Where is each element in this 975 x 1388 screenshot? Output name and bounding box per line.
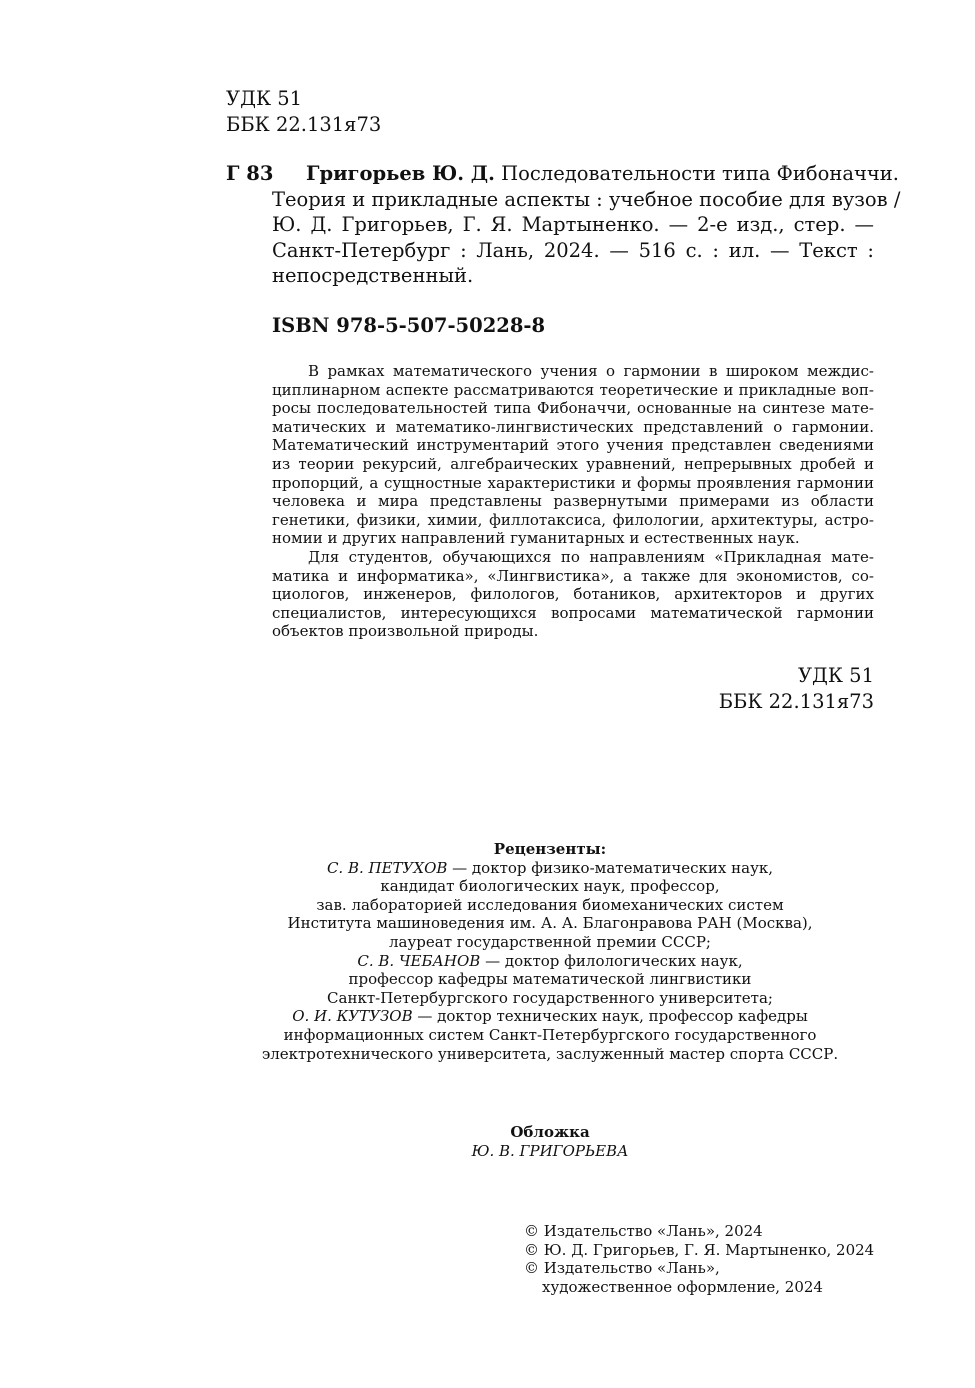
top-codes: [226, 86, 526, 137]
abstract-line: специалистов, интересующихся вопросами математической гармонии: [272, 603, 874, 622]
abstract-line: пропорций, а сущностные характеристики и формы проявления гармонии: [272, 473, 874, 492]
reviewer-line: зав. лабораторией исследования биомеханических систем: [316, 895, 784, 914]
reviewer-line: кандидат биологических наук, профессор,: [380, 877, 720, 896]
isbn: ISBN 978-5-507-50228-8: [272, 314, 546, 337]
abstract: [272, 362, 874, 641]
copyright-line: © Издательство «Лань»,: [524, 1259, 720, 1278]
description-line: Григорьев Ю. Д. Последовательности типа Фибоначчи.: [306, 162, 899, 185]
udk-code: УДК 51: [226, 87, 303, 110]
bbk-code: ББК 22.131я73: [718, 689, 874, 713]
copyright-block: [524, 1222, 944, 1296]
reviewers-block: [150, 840, 950, 1063]
bibliographic-continuation: [272, 187, 901, 289]
cover-designer: Ю. В. ГРИГОРЬЕВА: [471, 1141, 629, 1160]
description-line: Ю. Д. Григорьев, Г. Я. Мартыненко. — 2-е изд., стер. —: [272, 213, 874, 236]
reviewer-name: С. В. ПЕТУХОВ: [326, 858, 448, 877]
cover-heading: Обложка: [510, 1123, 590, 1141]
reviewer-line: Института машиноведения им. А. А. Благонравова РАН (Москва),: [287, 914, 813, 933]
reviewers-heading: Рецензенты:: [493, 840, 607, 858]
bbk-code: ББК 22.131я73: [226, 112, 382, 136]
description-line: Теория и прикладные аспекты : учебное пособие для вузов /: [272, 187, 901, 211]
abstract-line: росы последовательностей типа Фибоначчи, основанные на синтезе мате-: [272, 399, 874, 418]
copyright-line: © Ю. Д. Григорьев, Г. Я. Мартыненко, 2024: [524, 1240, 875, 1259]
author-sign: Г 83: [226, 162, 274, 185]
bibliographic-description: [306, 161, 899, 187]
reviewer-line: электротехнического университета, заслуженный мастер спорта СССР.: [261, 1044, 839, 1063]
reviewer-name: С. В. ЧЕБАНОВ: [357, 951, 481, 970]
abstract-line: Для студентов, обучающихся по направлениям «Прикладная мате-: [308, 547, 874, 566]
reviewer-name: О. И. КУТУЗОВ: [292, 1007, 413, 1026]
copyright-line: художественное оформление, 2024: [542, 1277, 823, 1296]
abstract-line: циплинарном аспекте рассматриваются теоретические и прикладные воп-: [272, 380, 874, 399]
abstract-line: человека и мира представлены развернутыми примерами из области: [272, 492, 874, 511]
abstract-line: номии и других направлений гуманитарных и естественных наук.: [272, 529, 800, 548]
reviewer-line: лауреат государственной премии СССР;: [389, 932, 711, 951]
copyright-line: © Издательство «Лань», 2024: [524, 1222, 763, 1240]
abstract-line: матических и математико-лингвистических представлений о гармонии.: [272, 417, 874, 436]
description-line: непосредственный.: [272, 264, 474, 287]
reviewer-line: С. В. ПЕТУХОВ — доктор физико-математических наук,: [326, 858, 774, 877]
reviewer-line: информационных систем Санкт-Петербургского государственного: [283, 1025, 817, 1044]
reviewer-line: С. В. ЧЕБАНОВ — доктор филологических наук,: [357, 951, 743, 970]
abstract-line: из теории рекурсий, алгебраических уравнений, непрерывных дробей и: [272, 454, 874, 473]
cover-block: [350, 1123, 750, 1160]
description-line: Санкт-Петербург : Лань, 2024. — 516 с. : ил. — Текст :: [272, 238, 874, 262]
abstract-line: Математический инструментарий этого учения представлен сведениями: [272, 436, 874, 455]
reviewer-line: профессор кафедры математической лингвистики: [348, 970, 752, 989]
abstract-line: объектов произвольной природы.: [272, 622, 539, 641]
author-name: Григорьев Ю. Д.: [306, 162, 495, 185]
abstract-line: В рамках математического учения о гармонии в широком междис-: [308, 362, 874, 380]
udk-code: УДК 51: [797, 664, 874, 687]
reviewer-line: О. И. КУТУЗОВ — доктор технических наук, профессор кафедры: [292, 1007, 808, 1026]
abstract-line: генетики, физики, химии, филлотаксиса, филологии, архитектуры, астро-: [272, 510, 874, 529]
reviewer-line: Санкт-Петербургского государственного университета;: [327, 988, 773, 1007]
abstract-line: циологов, инженеров, филологов, ботаников, архитекторов и других: [272, 585, 874, 604]
abstract-line: матика и информатика», «Лингвистика», а также для экономистов, со-: [272, 566, 874, 585]
bottom-codes: [574, 663, 874, 714]
